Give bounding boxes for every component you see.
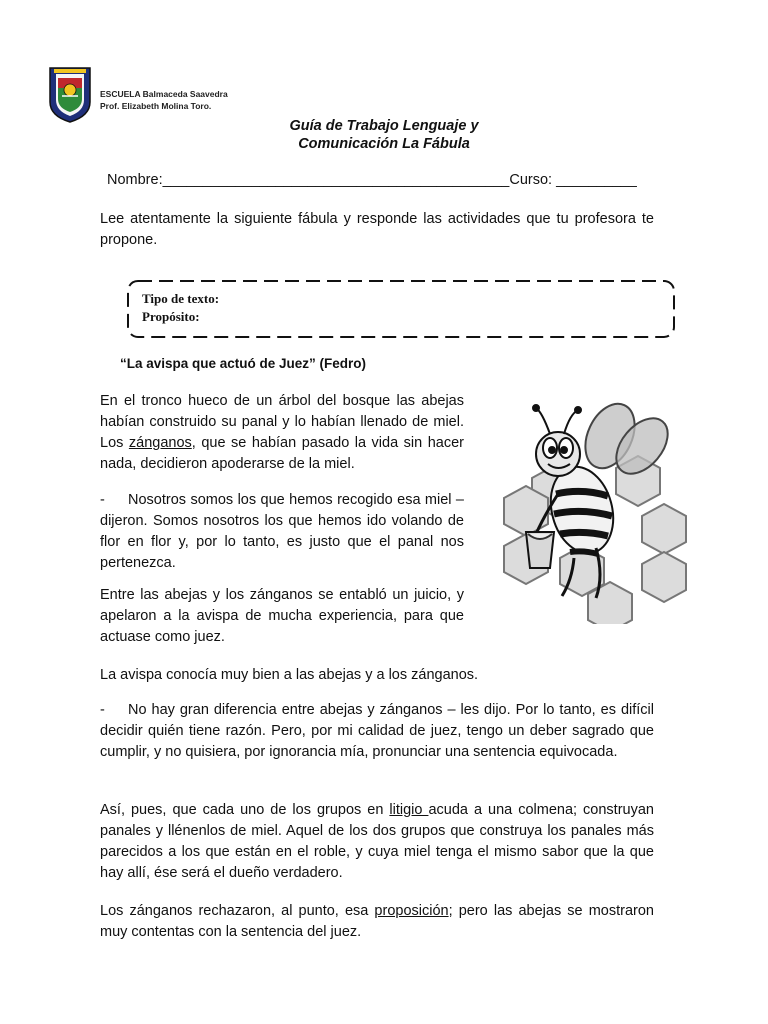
school-crest-icon <box>48 66 92 124</box>
fable-title: “La avispa que actuó de Juez” (Fedro) <box>120 356 367 371</box>
page-title-line-2: Comunicación La Fábula <box>298 136 470 152</box>
fable-paragraph-2 <box>100 490 464 574</box>
fable-text: ; pero las abejas se mostraron muy contentas con la sentencia del juez. <box>100 903 654 940</box>
vocab-word: litigio <box>389 802 429 818</box>
course-blank: __________ <box>552 172 637 188</box>
fable-text: Nosotros somos los que hemos recogido esa miel – dijeron. Somos nosotros los que hemos ido volando de flor en flor y, por lo tanto, es justo que el panal nos pertenezca. <box>100 492 464 571</box>
vocab-word: zánganos <box>128 435 192 451</box>
page-title-line-1: Guía de Trabajo Lenguaje y <box>289 118 479 134</box>
fable-text: Los zánganos rechazaron, al punto, esa <box>100 903 375 919</box>
fable-paragraph-1 <box>100 391 464 475</box>
teacher-name: Prof. Elizabeth Molina Toro. <box>100 101 212 111</box>
name-label: Nombre: <box>107 172 163 188</box>
student-info-row <box>107 172 667 188</box>
fable-text: Así, pues, que cada uno de los grupos en <box>100 802 390 818</box>
bee-illustration-icon <box>492 398 704 624</box>
text-type-label: Tipo de texto: <box>142 291 220 306</box>
vocab-word: proposición <box>374 903 449 919</box>
instructions: Lee atentamente la siguiente fábula y responde las actividades que tu profesora te propone. <box>100 211 654 248</box>
fable-paragraph-5 <box>100 700 654 763</box>
fable-paragraph-7 <box>100 901 654 943</box>
fable-paragraph-3: Entre las abejas y los zánganos se entabló un juicio, y apelaron a la avispa de mucha experiencia, para que actuase como juez. <box>100 587 464 645</box>
fable-text: En el tronco hueco de un árbol del bosque las abejas habían construido su panal y lo habían llenado de miel. Los <box>100 393 464 451</box>
fable-text: acuda a una colmena; construyan panales y llénenlos de miel. Aquel de los dos grupos que construya los panales más parecidos a los que están en el roble, y cuya miel tenga el mismo sabor que la que hay allí, ése será el dueño verdadero. <box>100 802 654 881</box>
fable-paragraph-6 <box>100 800 654 884</box>
text-type-box <box>122 278 678 340</box>
school-name: ESCUELA Balmaceda Saavedra <box>100 89 228 99</box>
dialogue-dash: - <box>100 492 105 508</box>
purpose-label: Propósito: <box>142 309 200 324</box>
fable-text: No hay gran diferencia entre abejas y zánganos – les dijo. Por lo tanto, es difícil decidir quién tiene razón. Pero, por mi calidad de juez, tengo un deber sagrado que cumplir, y no quisiera, por ignorancia mía, pronunciar una sentencia equivocada. <box>100 702 654 760</box>
name-blank: ___________________________________________ <box>162 172 510 188</box>
fable-paragraph-4: La avispa conocía muy bien a las abejas y a los zánganos. <box>100 667 479 683</box>
course-label: Curso: <box>509 172 553 188</box>
fable-text: , que se habían pasado la vida sin hacer nada, decidieron apoderarse de la miel. <box>100 435 464 472</box>
dialogue-dash: - <box>100 702 105 718</box>
